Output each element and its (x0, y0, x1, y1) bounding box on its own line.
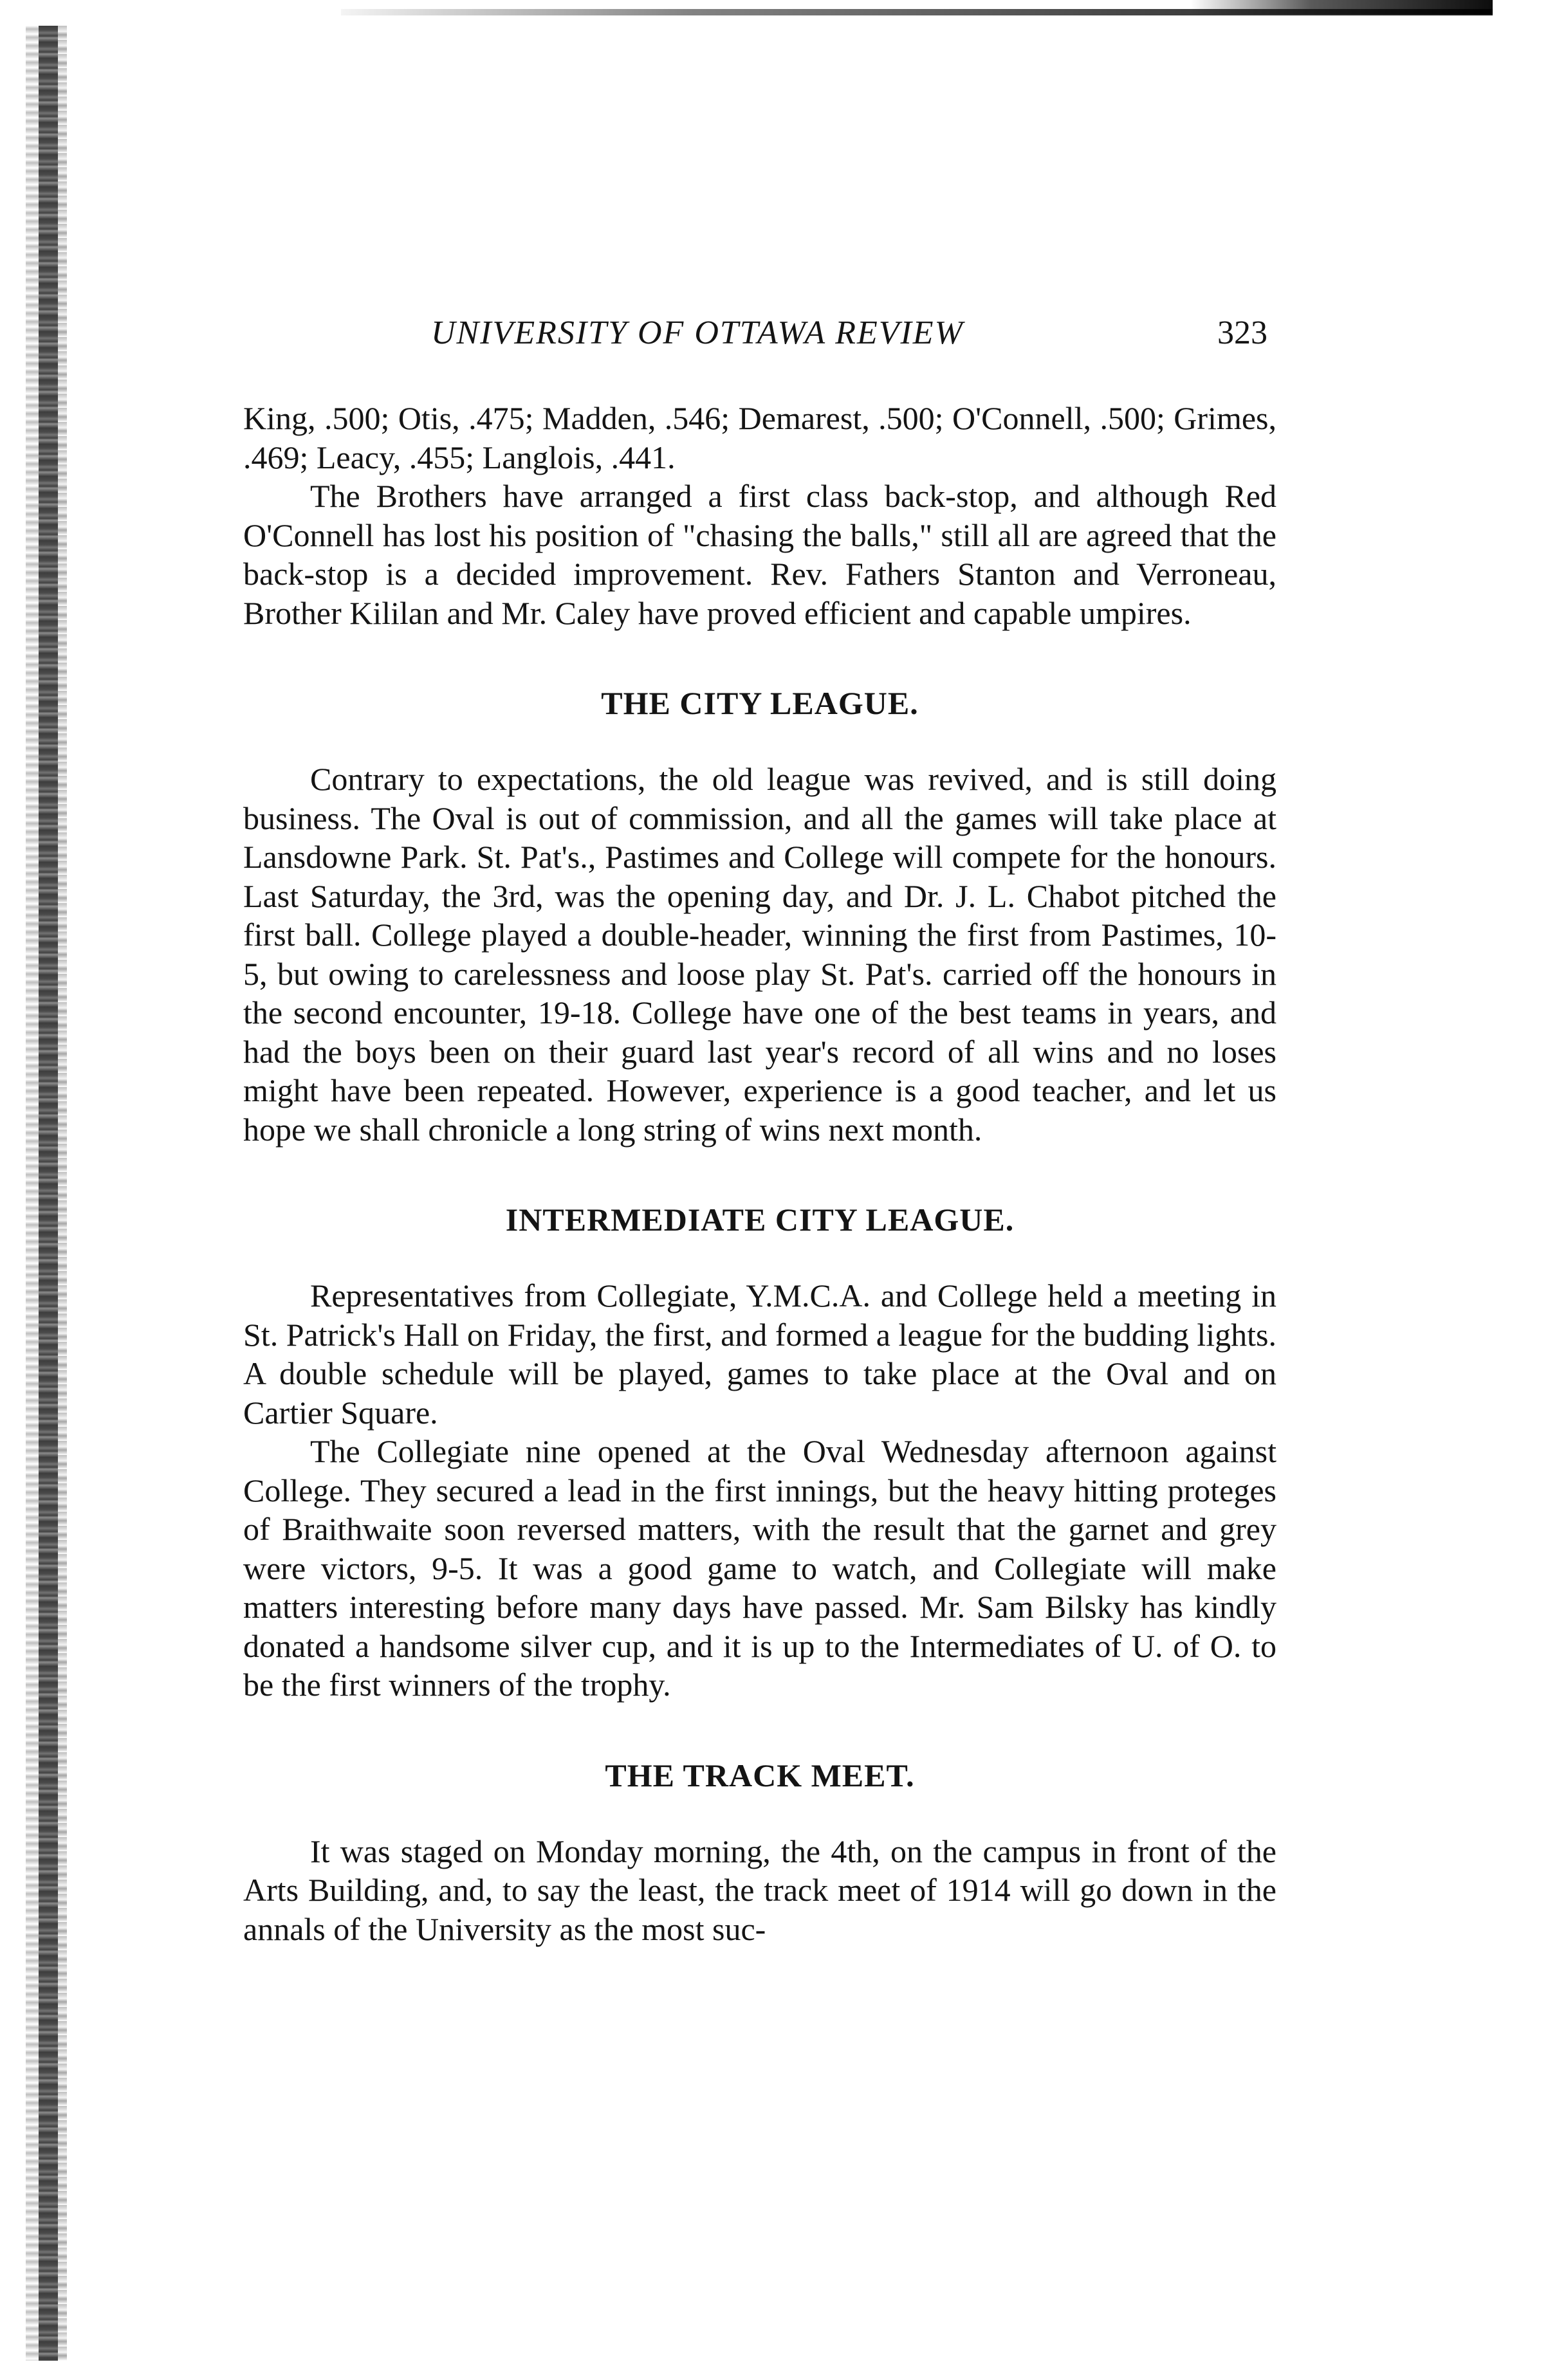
article-body (243, 399, 1276, 1948)
page-number: 323 (1217, 315, 1267, 351)
heading-city-league: THE CITY LEAGUE. (601, 685, 919, 721)
scan-binding-shadow (26, 26, 39, 2361)
scan-binding-edge (39, 26, 58, 2361)
paragraph-back-stop: The Brothers have arranged a first class back-stop, and although Red O'Connell has lost his position of "chasing the balls," still all are agreed that the back-stop is a decided improvement. Rev. Fathers Stanton and Verroneau, Brother Kililan and Mr. Caley have proved efficient and capable umpires. (243, 478, 1276, 631)
running-header (431, 314, 1267, 359)
paragraph-batting-averages: King, .500; Otis, .475; Madden, .546; Demarest, .500; O'Connell, .500; Grimes, .469; Leacy, .455; Langlois, .441. (243, 400, 1276, 475)
paragraph-city-league: Contrary to expectations, the old league was revived, and is still doing business. The Oval is out of commission, and all the games will take place at Lansdowne Park. St. Pat's., Pastimes and College will compete for the honours. Last Saturday, the 3rd, was the opening day, and Dr. J. L. Chabot pitched the first ball. College played a double-header, winning the first from Pastimes, 10-5, but owing to carelessness and loose play St. Pat's. carried off the honours in the second encounter, 19-18. College have one of the best teams in years, and had the boys been on their guard last year's record of all wins and no loses might have been repeated. However, experience is a good teacher, and let us hope we shall chronicle a long string of wins next month. (243, 761, 1276, 1148)
paragraph-track-meet: It was staged on Monday morning, the 4th, on the campus in front of the Arts Building, and, to say the least, the track meet of 1914 will go down in the annals of the University as the most suc- (243, 1833, 1276, 1947)
scan-top-corner (1190, 0, 1493, 14)
journal-title: UNIVERSITY OF OTTAWA REVIEW (431, 315, 964, 351)
scan-binding-shade (58, 26, 67, 2361)
paragraph-intermediate-meeting: Representatives from Collegiate, Y.M.C.A. and College held a meeting in St. Patrick's Hall on Friday, the first, and formed a league for the budding lights. A double schedule will be played, games to take place at the Oval and on Cartier Square. (243, 1277, 1276, 1431)
heading-intermediate-league: INTERMEDIATE CITY LEAGUE. (505, 1202, 1015, 1238)
heading-track-meet: THE TRACK MEET. (605, 1757, 915, 1793)
paragraph-intermediate-game: The Collegiate nine opened at the Oval Wednesday afternoon against College. They secured a lead in the first innings, but the heavy hitting proteges of Braithwaite soon reversed matters, with the result that the garnet and grey were victors, 9-5. It was a good game to watch, and Collegiate will make matters interesting before many days have passed. Mr. Sam Bilsky has kindly donated a handsome silver cup, and it is up to the Intermediates of U. of O. to be the first winners of the trophy. (243, 1433, 1276, 1703)
